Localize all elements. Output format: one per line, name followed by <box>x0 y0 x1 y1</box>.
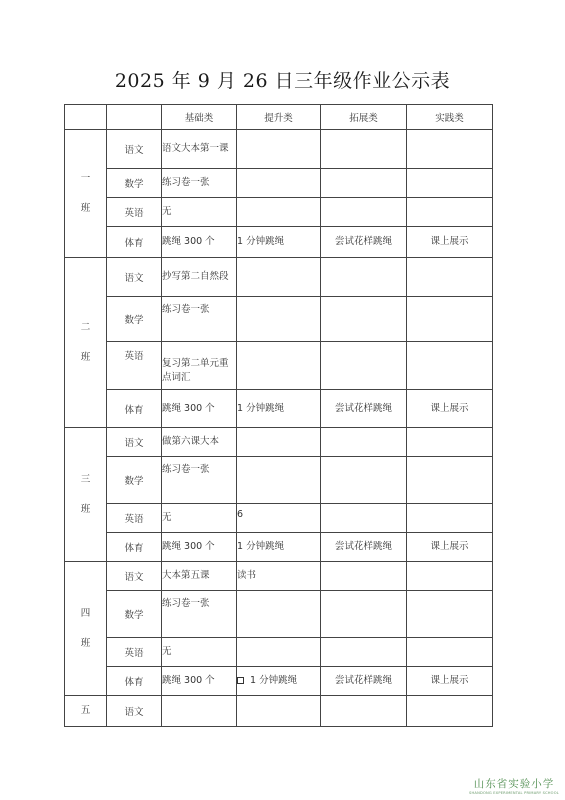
improve-cell <box>237 198 321 227</box>
expand-cell <box>321 504 407 533</box>
subject-cell: 数学 <box>107 457 162 504</box>
basic-cell: 无 <box>162 504 237 533</box>
subject-cell: 英语 <box>107 198 162 227</box>
subject-cell: 语文 <box>107 562 162 591</box>
expand-cell: 尝试花样跳绳 <box>321 390 407 428</box>
practice-cell <box>407 198 493 227</box>
page-title: 2025 年 9 月 26 日三年级作业公示表 <box>114 70 451 92</box>
basic-cell: 语文大本第一课 <box>162 130 237 169</box>
subject-cell: 语文 <box>107 428 162 457</box>
header-cell-basic: 基础类 <box>162 105 237 130</box>
table-row <box>65 258 493 297</box>
subject-cell: 数学 <box>107 169 162 198</box>
table-row <box>65 591 493 638</box>
improve-cell: 1 分钟跳绳 <box>237 533 321 562</box>
table-row <box>65 457 493 504</box>
expand-cell <box>321 198 407 227</box>
improve-cell <box>237 297 321 342</box>
expand-cell <box>321 130 407 169</box>
improve-cell <box>237 591 321 638</box>
school-logo-subtitle: SHANDONG EXPERIMENTAL PRIMARY SCHOOL <box>469 791 559 795</box>
class-name-cell <box>65 428 107 562</box>
expand-cell <box>321 169 407 198</box>
expand-cell <box>321 591 407 638</box>
class-name: 五 <box>80 705 91 716</box>
table-row <box>65 390 493 428</box>
improve-cell: 6 <box>237 504 321 533</box>
expand-cell <box>321 457 407 504</box>
class-name: 二 <box>80 321 91 333</box>
subject-cell: 英语 <box>107 504 162 533</box>
table-row <box>65 667 493 696</box>
practice-cell <box>407 258 493 297</box>
improve-cell <box>237 258 321 297</box>
expand-cell <box>321 562 407 591</box>
class-name-cell <box>65 130 107 258</box>
practice-cell <box>407 504 493 533</box>
practice-cell <box>407 428 493 457</box>
practice-cell: 课上展示 <box>407 227 493 258</box>
class-name: 四 <box>80 607 91 619</box>
practice-cell <box>407 638 493 667</box>
basic-cell: 练习卷一张 <box>162 297 237 342</box>
subject-cell: 英语 <box>107 342 162 390</box>
improve-cell: 1 分钟跳绳 <box>237 390 321 428</box>
class-name: 班 <box>80 202 91 214</box>
expand-cell <box>321 297 407 342</box>
table-row <box>65 169 493 198</box>
practice-cell <box>407 591 493 638</box>
school-logo <box>468 776 560 795</box>
expand-cell <box>321 342 407 390</box>
basic-cell: 练习卷一张 <box>162 457 237 504</box>
subject-cell: 语文 <box>107 130 162 169</box>
subject-cell: 体育 <box>107 390 162 428</box>
practice-cell <box>407 696 493 727</box>
basic-cell: 无 <box>162 198 237 227</box>
basic-cell: 练习卷一张 <box>162 591 237 638</box>
header-cell-subject <box>107 105 162 130</box>
table-row <box>65 342 493 390</box>
subject-cell: 体育 <box>107 533 162 562</box>
practice-cell <box>407 562 493 591</box>
subject-cell: 数学 <box>107 297 162 342</box>
improve-cell <box>237 457 321 504</box>
practice-cell: 课上展示 <box>407 390 493 428</box>
expand-cell: 尝试花样跳绳 <box>321 227 407 258</box>
improve-text: 1 分钟跳绳 <box>250 675 298 686</box>
subject-cell: 体育 <box>107 667 162 696</box>
improve-cell <box>237 428 321 457</box>
basic-cell <box>162 696 237 727</box>
class-name-cell <box>65 696 107 727</box>
subject-cell: 体育 <box>107 227 162 258</box>
improve-cell: 读书 <box>237 562 321 591</box>
expand-cell <box>321 428 407 457</box>
table-row <box>65 696 493 727</box>
improve-cell <box>237 696 321 727</box>
practice-cell: 课上展示 <box>407 667 493 696</box>
table-row <box>65 428 493 457</box>
table-row <box>65 130 493 169</box>
table-row <box>65 198 493 227</box>
header-cell-expand: 拓展类 <box>321 105 407 130</box>
expand-cell <box>321 638 407 667</box>
subject-cell: 语文 <box>107 258 162 297</box>
basic-cell: 跳绳 300 个 <box>162 533 237 562</box>
basic-cell: 无 <box>162 638 237 667</box>
improve-cell-with-checkbox <box>237 667 321 696</box>
improve-cell <box>237 342 321 390</box>
basic-cell: 跳绳 300 个 <box>162 227 237 258</box>
improve-cell: 1 分钟跳绳 <box>237 227 321 258</box>
practice-cell <box>407 342 493 390</box>
table-row <box>65 533 493 562</box>
basic-cell: 跳绳 300 个 <box>162 390 237 428</box>
class-name-cell <box>65 562 107 696</box>
basic-cell: 练习卷一张 <box>162 169 237 198</box>
subject-cell: 数学 <box>107 591 162 638</box>
table-row <box>65 638 493 667</box>
homework-table <box>64 104 493 727</box>
subject-cell: 语文 <box>107 696 162 727</box>
checkbox-icon <box>237 677 244 684</box>
table-row <box>65 227 493 258</box>
header-cell-practice: 实践类 <box>407 105 493 130</box>
practice-cell: 课上展示 <box>407 533 493 562</box>
practice-cell <box>407 130 493 169</box>
improve-cell <box>237 638 321 667</box>
table-row <box>65 297 493 342</box>
basic-cell: 抄写第二自然段 <box>162 258 237 297</box>
class-name: 班 <box>80 637 91 649</box>
subject-cell: 英语 <box>107 638 162 667</box>
header-cell-class <box>65 105 107 130</box>
basic-cell: 跳绳 300 个 <box>162 667 237 696</box>
school-logo-name: 山东省实验小学 <box>473 778 555 790</box>
class-name: 一 <box>80 172 91 184</box>
improve-cell <box>237 130 321 169</box>
table-row <box>65 562 493 591</box>
class-name: 三 <box>80 473 91 485</box>
header-cell-improve: 提升类 <box>237 105 321 130</box>
practice-cell <box>407 169 493 198</box>
basic-cell: 做第六课大本 <box>162 428 237 457</box>
basic-cell: 复习第二单元重点词汇 <box>162 342 237 390</box>
table-row <box>65 504 493 533</box>
class-name: 班 <box>80 503 91 515</box>
practice-cell <box>407 297 493 342</box>
expand-cell: 尝试花样跳绳 <box>321 667 407 696</box>
expand-cell <box>321 258 407 297</box>
improve-cell <box>237 169 321 198</box>
basic-cell: 大本第五课 <box>162 562 237 591</box>
class-name-cell <box>65 258 107 428</box>
expand-cell: 尝试花样跳绳 <box>321 533 407 562</box>
expand-cell <box>321 696 407 727</box>
table-header-row <box>65 105 493 130</box>
practice-cell <box>407 457 493 504</box>
class-name: 班 <box>80 351 91 363</box>
